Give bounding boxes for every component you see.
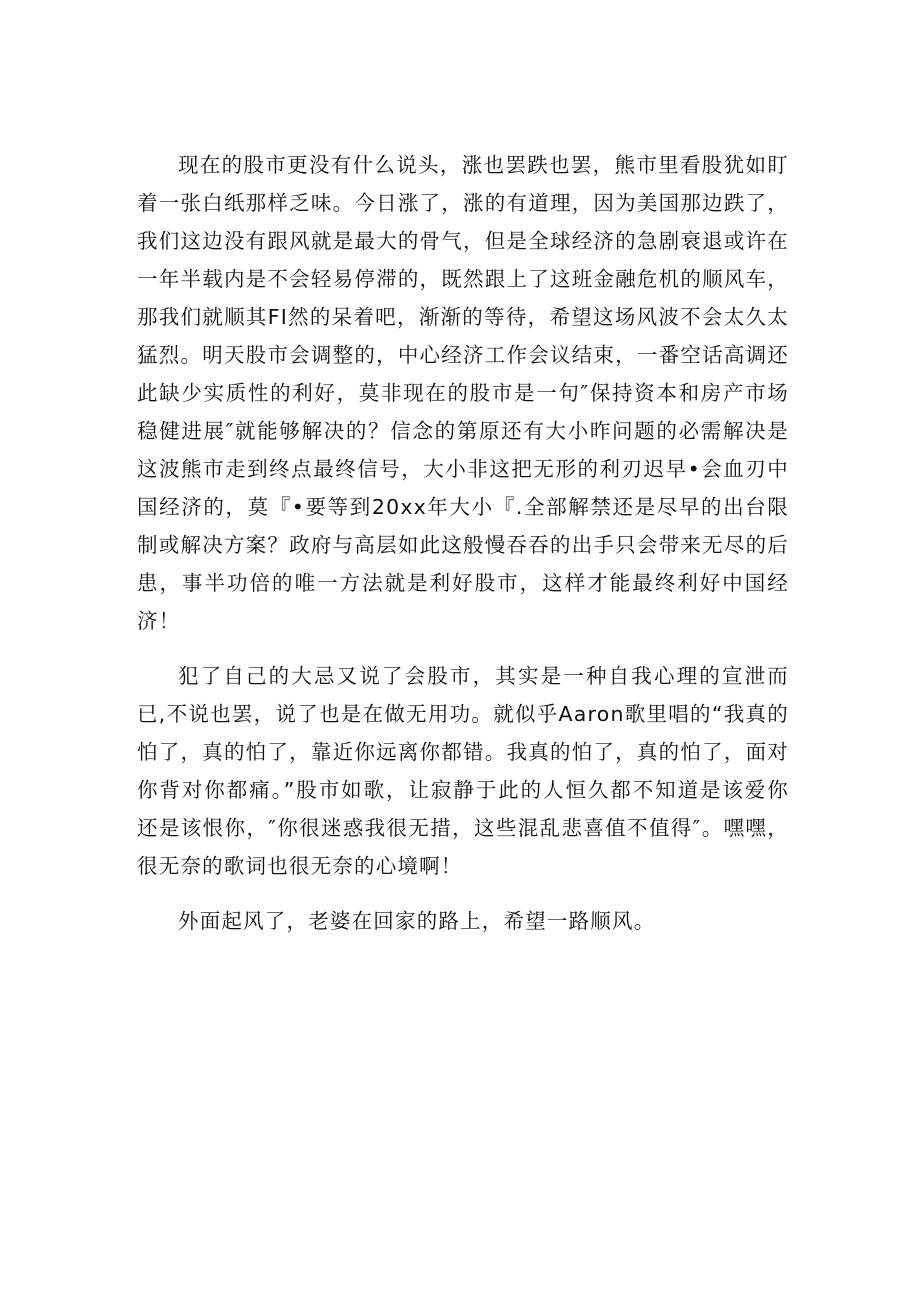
paragraph-closing: 外面起风了，老婆在回家的路上，希望一路顺风。	[178, 909, 656, 933]
paragraph-song-lyrics: 犯了自己的大忌又说了会股市，其实是一种自我心理的宣泄而已,不说也罢，说了也是在做无用功。就似乎Aaron歌里唱的“我真的怕了，真的怕了，靠近你远离你都错。我真的怕了，真的怕了，面对你背对你都痛。”股市如歌，让寂静于此的人恒久都不知道是该爱你还是该恨你，″你很迷惑我很无措，这些混乱悲喜值不值得″。嘿嘿，很无奈的歌词也很无奈的心境啊！	[137, 664, 789, 878]
paragraph-stock-market: 现在的股市更没有什么说头，涨也罢跌也罢，熊市里看股犹如盯着一张白纸那样乏味。今日涨了，涨的有道理，因为美国那边跌了，我们这边没有跟风就是最大的骨气，但是全球经济的急剧衰退或许在一年半载内是不会轻易停滞的，既然跟上了这班金融危机的顺风车，那我们就顺其FI然的呆着吧，渐渐的等待，希望这场风波不会太久太猛烈。明天股市会调整的，中心经济工作会议结束，一番空话高调还此缺少实质性的利好，莫非现在的股市是一句″保持资本和房产市场稳健进展″就能够解决的？信念的第原还有大小昨问题的必需解决是这波熊市走到终点最终信号，大小非这把无形的利刃迟早•会血刃中国经济的，莫『•要等到20xx年大小『.全部解禁还是尽早的出台限制或解决方案？政府与高层如此这般慢吞吞的出手只会带来无尽的后患，事半功倍的唯一方法就是利好股市，这样才能最终利好中国经济！	[137, 153, 789, 633]
document-body	[137, 146, 789, 940]
